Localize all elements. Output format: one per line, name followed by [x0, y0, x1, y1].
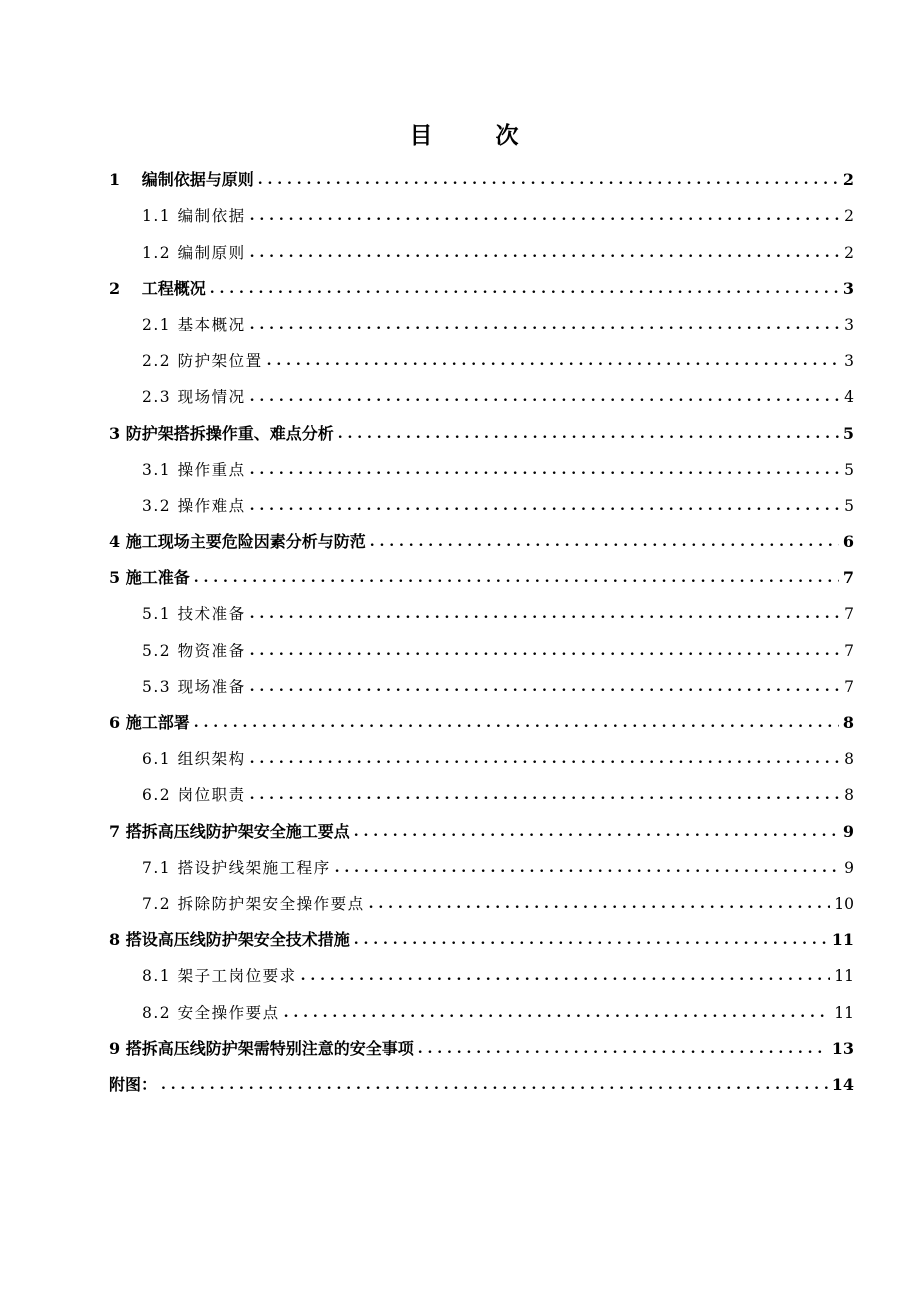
- toc-dot-leader: [258, 162, 839, 198]
- toc-entry-section[interactable]: [109, 958, 854, 994]
- toc-entry-section[interactable]: [109, 307, 854, 343]
- toc-entry-label: 附图：: [109, 1074, 158, 1094]
- toc-dot-leader: [250, 307, 841, 343]
- toc-dot-leader: [418, 1031, 828, 1067]
- toc-entry-page-number: 2: [844, 243, 854, 262]
- toc-dot-leader: [250, 669, 841, 705]
- toc-dot-leader: [338, 416, 839, 452]
- toc-entry-page-number: 7: [842, 568, 854, 588]
- toc-title: 目 次: [409, 122, 539, 149]
- toc-entry-section[interactable]: [109, 669, 854, 705]
- toc-entry-label: 7.1 搭设护线架施工程序: [142, 858, 331, 877]
- toc-entry-chapter[interactable]: [109, 813, 854, 849]
- toc-entry-section[interactable]: [109, 452, 854, 488]
- toc-entry-chapter[interactable]: [109, 162, 854, 198]
- toc-dot-leader: [250, 452, 841, 488]
- toc-entry-page-number: 5: [844, 496, 854, 515]
- toc-entry-page-number: 6: [842, 532, 854, 552]
- toc-entry-page-number: 3: [844, 352, 854, 371]
- toc-entry-section[interactable]: [109, 886, 854, 922]
- toc-entry-page-number: 2: [844, 207, 854, 226]
- toc-entry-section[interactable]: [109, 198, 854, 234]
- toc-entry-chapter[interactable]: [109, 415, 854, 451]
- toc-dot-leader: [354, 814, 839, 850]
- toc-dot-leader: [250, 235, 841, 271]
- toc-entry-label: 6 施工部署: [109, 713, 190, 732]
- toc-entry-section[interactable]: [109, 994, 854, 1030]
- toc-entry-page-number: 8: [844, 786, 854, 805]
- toc-dot-leader: [194, 705, 839, 741]
- toc-dot-leader: [301, 958, 831, 994]
- toc-dot-leader: [161, 1067, 828, 1103]
- toc-entry-page-number: 3: [842, 278, 854, 298]
- toc-entry-label: 5.2 物资准备: [142, 641, 246, 660]
- toc-dot-leader: [354, 922, 828, 958]
- toc-entry-label: 2 工程概况: [109, 278, 206, 298]
- toc-entry-label: 8 搭设高压线防护架安全技术措施: [109, 930, 350, 950]
- toc-entry-label: 7.2 拆除防护架安全操作要点: [142, 894, 365, 913]
- toc-dot-leader: [250, 198, 841, 234]
- toc-entry-label: 3.1 操作重点: [142, 460, 246, 479]
- toc-entry-chapter[interactable]: [109, 922, 854, 958]
- toc-entry-label: 6.1 组织架构: [142, 750, 246, 769]
- toc-entry-page-number: 9: [844, 858, 854, 877]
- toc-dot-leader: [250, 596, 841, 632]
- toc-entry-section[interactable]: [109, 741, 854, 777]
- toc-dot-leader: [250, 488, 841, 524]
- toc-entry-page-number: 5: [842, 423, 854, 443]
- toc-entry-page-number: 7: [844, 605, 854, 624]
- toc-entry-page-number: 14: [831, 1074, 854, 1094]
- toc-entry-label: 3.2 操作难点: [142, 496, 246, 515]
- toc-entry-label: 6.2 岗位职责: [142, 786, 246, 805]
- toc-entry-label: 4 施工现场主要危险因素分析与防范: [109, 532, 366, 552]
- toc-entry-page-number: 9: [842, 821, 854, 841]
- toc-entry-label: 1.1 编制依据: [142, 207, 246, 226]
- toc-entry-chapter[interactable]: [109, 1031, 854, 1067]
- toc-entry-label: 5.3 现场准备: [142, 677, 246, 696]
- toc-entry-page-number: 11: [831, 930, 854, 950]
- toc-dot-leader: [284, 995, 831, 1031]
- toc-dot-leader: [210, 271, 839, 307]
- toc-entry-chapter[interactable]: [109, 524, 854, 560]
- toc-entry-label: 2.1 基本概况: [142, 315, 246, 334]
- toc-entry-page-number: 3: [844, 315, 854, 334]
- toc-entry-label: 1 编制依据与原则: [109, 170, 254, 190]
- toc-dot-leader: [267, 343, 841, 379]
- toc-entry-chapter[interactable]: [109, 560, 854, 596]
- toc-entry-label: 2.2 防护架位置: [142, 352, 263, 371]
- toc-dot-leader: [250, 777, 841, 813]
- toc-entry-label: 5 施工准备: [109, 568, 190, 588]
- toc-entry-chapter[interactable]: [109, 705, 854, 741]
- toc-entry-page-number: 11: [834, 967, 854, 986]
- toc-entry-section[interactable]: [109, 632, 854, 668]
- toc-entry-label: 2.3 现场情况: [142, 388, 246, 407]
- toc-entry-label: 8.2 安全操作要点: [142, 1003, 280, 1022]
- toc-entry-label: 3 防护架搭拆操作重、难点分析: [109, 423, 334, 443]
- toc-entry-page-number: 7: [844, 641, 854, 660]
- toc-entry-section[interactable]: [109, 596, 854, 632]
- toc-dot-leader: [250, 741, 841, 777]
- toc-dot-leader: [250, 633, 841, 669]
- toc-entry-label: 7 搭拆高压线防护架安全施工要点: [109, 821, 350, 841]
- toc-entry-page-number: 11: [834, 1003, 854, 1022]
- toc-entry-label: 1.2 编制原则: [142, 243, 246, 262]
- toc-dot-leader: [194, 560, 839, 596]
- toc-entry-page-number: 7: [844, 677, 854, 696]
- toc-entry-page-number: 10: [834, 894, 854, 913]
- toc-entry-label: 9 搭拆高压线防护架需特别注意的安全事项: [109, 1038, 414, 1058]
- toc-dot-leader: [335, 850, 841, 886]
- toc-entry-section[interactable]: [109, 343, 854, 379]
- toc-dot-leader: [369, 886, 831, 922]
- toc-entry-page-number: 13: [831, 1038, 854, 1058]
- toc-entry-section[interactable]: [109, 777, 854, 813]
- toc-entry-chapter[interactable]: [109, 271, 854, 307]
- toc-dot-leader: [250, 379, 841, 415]
- toc-entry-page-number: 5: [844, 460, 854, 479]
- toc-dot-leader: [370, 524, 839, 560]
- toc-entry-page-number: 2: [842, 170, 854, 190]
- toc-entry-section[interactable]: [109, 850, 854, 886]
- toc-entry-page-number: 8: [842, 713, 854, 732]
- toc-entry-section[interactable]: [109, 488, 854, 524]
- toc-entry-section[interactable]: [109, 379, 854, 415]
- toc-entry-chapter[interactable]: [109, 1067, 854, 1103]
- toc-entry-page-number: 8: [844, 750, 854, 769]
- toc-entry-section[interactable]: [109, 234, 854, 270]
- toc-entry-label: 8.1 架子工岗位要求: [142, 967, 297, 986]
- toc-entry-label: 5.1 技术准备: [142, 605, 246, 624]
- toc-list: [109, 162, 854, 1103]
- toc-entry-page-number: 4: [844, 388, 854, 407]
